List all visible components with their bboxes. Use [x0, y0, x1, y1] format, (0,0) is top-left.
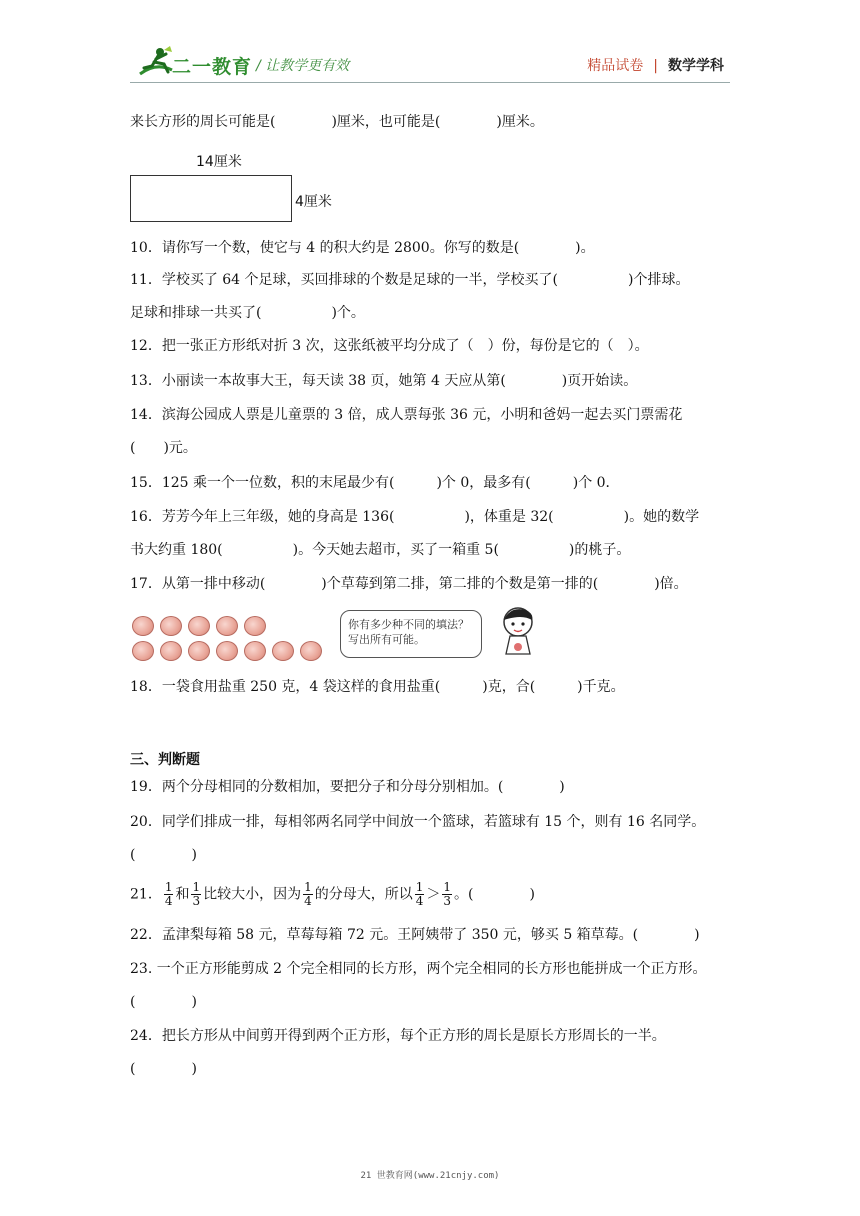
speech-bubble-text: [348, 617, 469, 647]
question-12: 12．把一张正方形纸对折 3 次，这张纸被平均分成了（ ）份，每份是它的（ ）。: [130, 338, 649, 354]
strawberry-row-2: [132, 641, 328, 661]
question-20-answer: ( ): [130, 847, 197, 863]
question-21: [130, 881, 535, 908]
question-11: 11．学校买了 64 个足球，买回排球的个数是足球的一半，学校买了( )个排球。: [130, 272, 690, 288]
frac-den: 3: [443, 894, 452, 908]
fraction-1-4: [303, 881, 313, 908]
fraction-1-4: [415, 881, 425, 908]
strawberry-icon: [160, 641, 182, 661]
q21-text-1: 比较大小，因为: [203, 886, 302, 903]
strawberry-icon: [160, 616, 182, 636]
frac-num: 1: [164, 880, 173, 894]
strawberry-icon: [132, 641, 154, 661]
question-15: 15．125 乘一个一位数，积的末尾最少有( )个 0，最多有( )个 0．: [130, 475, 620, 491]
question-14-cont: ( )元。: [130, 440, 197, 456]
frac-den: 4: [304, 894, 312, 908]
logo-text: 二一教育: [172, 56, 253, 78]
page-footer: 21 世教育网(www.21cnjy.com): [360, 1171, 500, 1181]
fraction-1-3: [442, 881, 452, 908]
bubble-line-2: 写出所有可能。: [348, 633, 425, 646]
question-10: 10．请你写一个数，使它与 4 的积大约是 2800。你写的数是( )。: [130, 240, 595, 256]
frac-den: 4: [415, 894, 424, 908]
question-14: 14．滨海公园成人票是儿童票的 3 倍，成人票每张 36 元，小明和爸妈一起去买门票需花: [130, 407, 683, 423]
q21-number: 21．: [130, 886, 162, 903]
cartoon-kid-icon: [492, 604, 544, 660]
q21-text-2: 的分母大，所以: [314, 886, 413, 903]
header-tags: [587, 55, 724, 75]
header-slogan: / 让教学更有效: [256, 58, 350, 74]
tag-premium: 精品试卷: [587, 58, 644, 74]
question-16: 16．芳芳今年上三年级，她的身高是 136( )，体重是 32( )。她的数学: [130, 509, 700, 525]
strawberry-icon: [188, 641, 210, 661]
question-13: 13．小丽读一本故事大王，每天读 38 页，她第 4 天应从第( )页开始读。: [130, 373, 638, 389]
question-23-answer: ( ): [130, 994, 197, 1010]
question-24-answer: ( ): [130, 1061, 197, 1077]
q21-greater-than: ＞: [426, 886, 441, 903]
strawberry-icon: [132, 616, 154, 636]
tag-separator: |: [653, 58, 658, 74]
frac-den: 4: [164, 894, 173, 908]
fraction-1-3: [191, 881, 201, 908]
bubble-line-1: 你有多少种不同的填法？: [348, 618, 469, 631]
question-17: 17．从第一排中移动( )个草莓到第二排，第二排的个数是第一排的( )倍。: [130, 576, 688, 592]
rect-width-label: 4厘米: [295, 194, 332, 210]
fraction-1-4: [164, 881, 174, 908]
question-11-cont: 足球和排球一共买了( )个。: [130, 305, 365, 321]
strawberry-icon: [244, 616, 266, 636]
frac-num: 1: [192, 880, 201, 894]
question-16-cont: 书大约重 180( )。今天她去超市，买了一箱重 5( )的桃子。: [130, 542, 631, 558]
question-20: 20．同学们排成一排，每相邻两名同学中间放一个篮球，若篮球有 15 个，则有 16 名同学。: [130, 814, 706, 830]
question-24: 24．把长方形从中间剪开得到两个正方形，每个正方形的周长是原长方形周长的一半。: [130, 1028, 666, 1044]
section-3-title: 三、判断题: [130, 752, 200, 768]
strawberry-icon: [216, 641, 238, 661]
rect-length-label: 14厘米: [196, 154, 242, 170]
frac-den: 3: [192, 894, 201, 908]
frac-num: 1: [304, 880, 312, 894]
q21-answer: 。( ): [454, 886, 535, 903]
strawberry-icon: [272, 641, 294, 661]
strawberry-icon: [244, 641, 266, 661]
question-9-tail: 来长方形的周长可能是( )厘米，也可能是( )厘米。: [130, 114, 544, 130]
question-18: 18．一袋食用盐重 250 克，4 袋这样的食用盐重( )克，合( )千克。: [130, 679, 625, 695]
strawberry-icon: [188, 616, 210, 636]
question-23: 23. 一个正方形能剪成 2 个完全相同的长方形，两个完全相同的长方形也能拼成一个正方形。: [130, 961, 707, 977]
rectangle-figure: [130, 175, 292, 222]
frac-num: 1: [443, 880, 452, 894]
page-header: [0, 0, 860, 90]
strawberry-icon: [216, 616, 238, 636]
tag-subject: 数学学科: [668, 58, 724, 74]
question-22: 22．孟津梨每箱 58 元，草莓每箱 72 元。王阿姨带了 350 元，够买 5 箱草莓。( ): [130, 927, 700, 943]
frac-num: 1: [415, 880, 424, 894]
header-divider: [130, 82, 730, 83]
strawberry-icon: [300, 641, 322, 661]
q21-and: 和: [175, 886, 190, 903]
strawberry-row-1: [132, 616, 272, 636]
question-19: 19．两个分母相同的分数相加，要把分子和分母分别相加。( ): [130, 779, 565, 795]
